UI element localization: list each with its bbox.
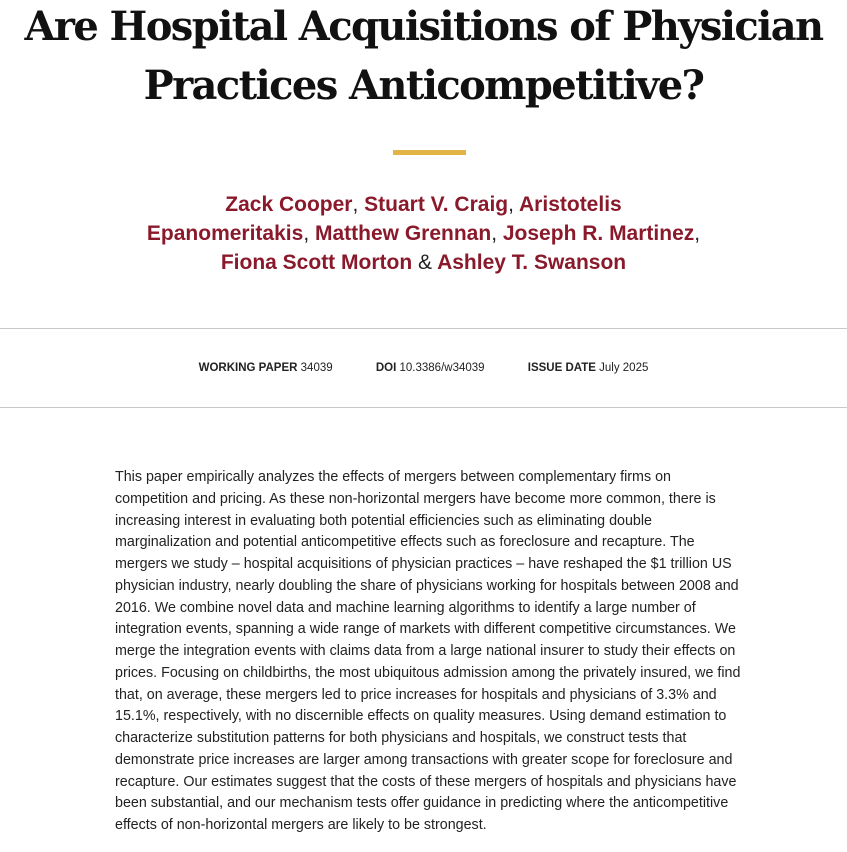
author-separator: , [694, 222, 701, 245]
paper-title-line-1: Are Hospital Acquisitions of Physician [24, 3, 823, 50]
author-separator: , [508, 193, 514, 216]
doi-label: DOI [375, 362, 397, 374]
issue-date-value: July 2025 [599, 362, 649, 374]
paper-title-line-2: Practices Anticompetitive? [143, 62, 704, 109]
doi-meta [376, 359, 485, 377]
author-link-aristotelis-epanomeritakis-part-1[interactable]: Aristotelis [519, 193, 622, 216]
working-paper-number: 34039 [300, 362, 333, 374]
meta-top-divider [0, 328, 847, 329]
author-link-matthew-grennan[interactable]: Matthew Grennan [315, 222, 492, 245]
author-list [0, 190, 847, 277]
abstract-text: This paper empirically analyzes the effects of mergers between complementary firms on competition and pricing. As these non-horizontal mergers have become more common, there is increasing interest in evaluating both potential efficiencies such as eliminating double marginalization and potential anticompetitive effects such as foreclosure and recapture. The mergers we study – hospital acquisitions of physician practices – have reshaped the $1 trillion US physician industry, nearly doubling the share of physicians working for hospitals between 2008 and 2016. We combine novel data and machine learning algorithms to identify a large number of integration events, spanning a wide range of markets with different competitive circumstances. We merge the integration events with claims data from a large national insurer to study their effects on prices. Focusing on childbirths, the most ubiquitous admission among the privately insured, we find that, on average, these mergers led to price increases for hospitals and physicians of 3.3% and 15.1%, respectively, with no discernible effects on quality measures. Using demand estimation to characterize substitution patterns for both physicians and hospitals, we construct tests that demonstrate price increases are larger among transactions with greater scope for foreclosure and recapture. Our estimates suggest that the costs of these mergers of hospitals and physicians have been substantial, and our mechanism tests offer guidance in predicting where the anticompetitive effects of non-horizontal mergers are likely to be strongest. [115, 469, 741, 833]
issue-date-label: ISSUE DATE [527, 362, 596, 374]
title-accent-rule [393, 150, 466, 155]
author-link-fiona-scott-morton[interactable]: Fiona Scott Morton [220, 251, 413, 274]
author-ampersand: & [418, 251, 433, 274]
working-paper-label: WORKING PAPER [198, 362, 298, 374]
author-separator: , [303, 222, 310, 245]
doi-value: 10.3386/w34039 [399, 362, 485, 374]
author-link-zack-cooper[interactable]: Zack Cooper [225, 193, 353, 216]
meta-bottom-divider [0, 407, 847, 408]
paper-title [0, 0, 847, 114]
author-separator: , [352, 193, 359, 216]
author-link-joseph-r-martinez[interactable]: Joseph R. Martinez [502, 222, 695, 245]
author-link-ashley-t-swanson[interactable]: Ashley T. Swanson [437, 251, 627, 274]
author-row-2 [0, 219, 847, 248]
issue-date-meta [528, 359, 649, 377]
author-row-3 [0, 248, 847, 277]
author-row-1 [0, 190, 847, 219]
paper-metadata [0, 359, 847, 377]
author-link-aristotelis-epanomeritakis-part-2[interactable]: Epanomeritakis [146, 222, 304, 245]
author-separator: , [491, 222, 498, 245]
author-link-stuart-v-craig[interactable]: Stuart V. Craig [364, 193, 509, 216]
working-paper-meta [199, 359, 333, 377]
